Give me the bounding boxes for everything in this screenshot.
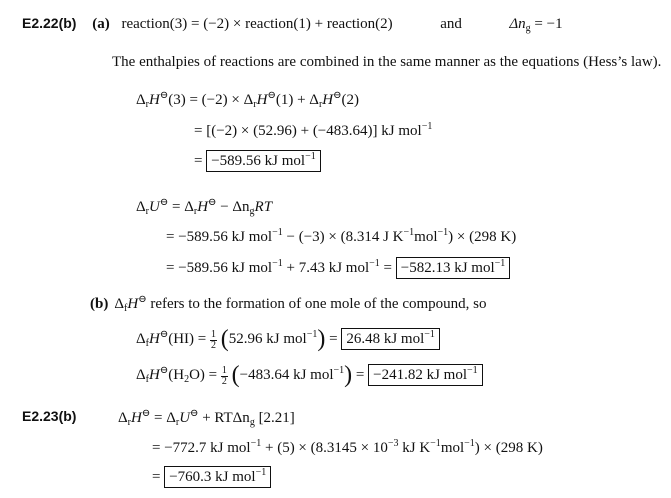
h2o-line: $\Delta_fH^⊖(H_2O)$ = $\frac{1}{2}$ (−483.64 kJ mol$^{-1}$) = −241.82 kJ mol$^{-1}$ (136, 364, 483, 387)
answer-box: −760.3 kJ mol$^{-1}$ (164, 466, 271, 488)
eq-line-1: $\Delta_rH^⊖(3) = (-2) \times \Delta_rH^⊖(1) + \Delta_rH^⊖(2)$ (136, 90, 360, 110)
eq-line-3: = −589.56 kJ mol$^{-1}$ (194, 150, 321, 172)
e223b-eq-1: $\Delta_rH^⊖ = \Delta_rU^⊖ + RT\Delta n_g$ [2.21] (118, 408, 295, 428)
half-fraction: $\frac{1}{2}$ (211, 329, 217, 351)
part-b-line: (b) $\Delta_fH^⊖$ refers to the formation of one mole of the compound, so (90, 294, 487, 314)
reaction-equation: reaction(3) = (−2) × reaction(1) + reaction(2) (121, 16, 393, 32)
e223b-eq-2: = −772.7 kJ $mol^{-1} + (5) \times (8.3145 \times 10^{-3}$ kJ $K^{-1}mol^{-1}) \times (298$ K) (152, 438, 543, 456)
answer-box: −582.13 kJ mol$^{-1}$ (396, 257, 511, 279)
part-label: (b) (90, 296, 109, 312)
answer-box: −241.82 kJ mol$^{-1}$ (368, 364, 483, 386)
eq-line-5: = −589.56 kJ mol$^{-1}$ − (−3) × (8.314 J $K^{-1}mol^{-1}) \times (298$ K) (166, 227, 517, 245)
exercise-label: E2.22(b) (22, 15, 77, 31)
delta-ng: $\Delta n_g = -1$ (509, 16, 563, 34)
line-e222b-a (22, 13, 563, 34)
half-fraction: $\frac{1}{2}$ (221, 365, 227, 387)
eq-line-2: = [(−2) × (52.96) + (−483.64)] kJ mol$^{-1}$ (194, 121, 433, 139)
eq-line-6: = −589.56 kJ mol$^{-1}$ + 7.43 kJ mol$^{-1}$ = −582.13 kJ mol$^{-1}$ (166, 257, 510, 279)
eq-line-4: $\Delta_rU^⊖ = \Delta_rH^⊖ - \Delta n_gRT$ (136, 197, 273, 217)
line-e223b (22, 406, 76, 427)
part-label: (a) (92, 16, 110, 32)
hess-text: The enthalpies of reactions are combined in the same manner as the equations (Hess’s law). (112, 54, 662, 70)
answer-box: 26.48 kJ mol$^{-1}$ (341, 328, 440, 350)
e223b-eq-3: = −760.3 kJ mol$^{-1}$ (152, 466, 271, 488)
answer-box: −589.56 kJ mol$^{-1}$ (206, 150, 321, 172)
hi-line: $\Delta_fH^⊖(HI)$ = $\frac{1}{2}$ (52.96 kJ mol$^{-1}$) = 26.48 kJ mol$^{-1}$ (136, 328, 440, 351)
exercise-label: E2.23(b) (22, 408, 77, 424)
and-word: and (440, 16, 462, 32)
